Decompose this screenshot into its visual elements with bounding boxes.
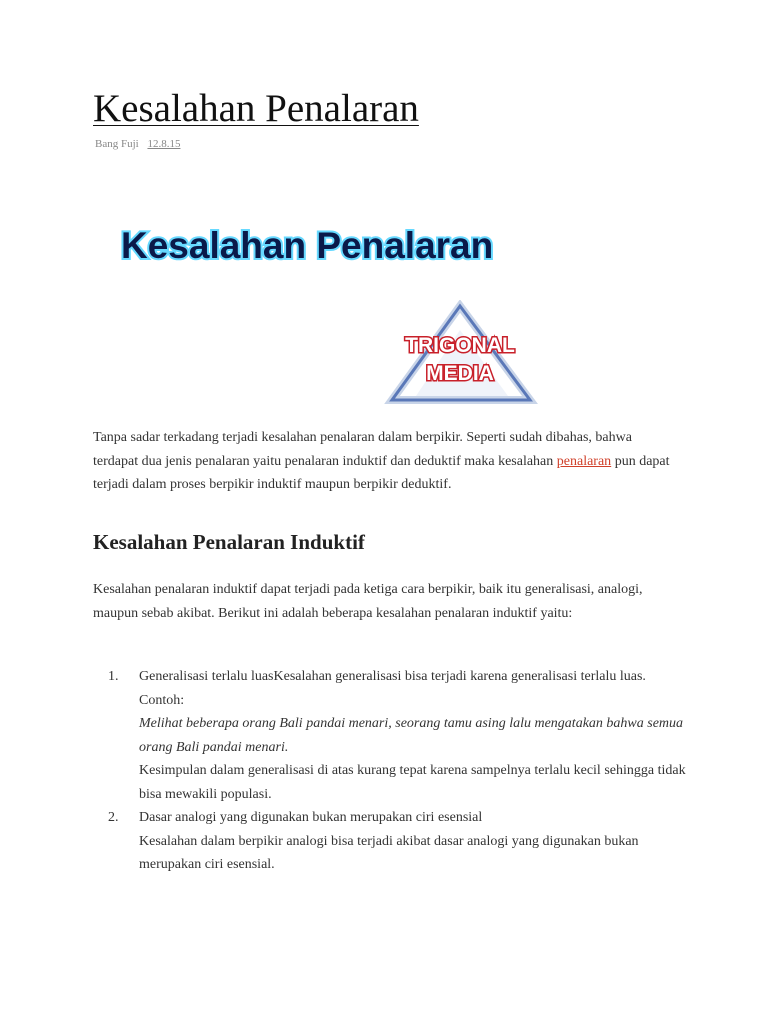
- conclusion-text: Kesimpulan dalam generalisasi di atas kurang tepat karena sampelnya terlalu kecil sehingga tidak bisa mewakili populasi.: [139, 763, 686, 802]
- post-date[interactable]: 12.8.15: [147, 138, 181, 150]
- author-name[interactable]: Bang Fuji: [95, 138, 139, 150]
- list-item-detail: Kesalahan dalam berpikir analogi bisa terjadi akibat dasar analogi yang digunakan bukan merupakan ciri esensial.: [139, 833, 639, 872]
- section-paragraph: Kesalahan penalaran induktif dapat terjadi pada ketiga cara berpikir, baik itu generalisasi, analogi, maupun sebab akibat. Berikut ini adalah beberapa kesalahan penalaran induktif yaitu:: [93, 582, 643, 621]
- error-list: [108, 665, 688, 877]
- list-item: [108, 806, 688, 877]
- intro-paragraph: [93, 426, 673, 497]
- banner-text: Kesalahan Penalaran: [121, 225, 494, 266]
- list-item: [108, 665, 688, 806]
- list-item-text: Dasar analogi yang digunakan bukan merupakan ciri esensial: [139, 810, 483, 825]
- intro-text-start: Tanpa sadar terkadang terjadi kesalahan penalaran dalam berpikir. Seperti sudah dibahas, bahwa terdapat dua jenis penalaran yaitu penalaran induktif dan deduktif maka kesalahan: [93, 430, 632, 469]
- list-number: 1.: [108, 669, 119, 684]
- list-item-text: Generalisasi terlalu luasKesalahan generalisasi bisa terjadi karena generalisasi terlalu luas.: [139, 669, 646, 684]
- intro-text-end: pun dapat terjadi dalam proses berpikir induktif maupun berpikir deduktif.: [93, 453, 670, 492]
- penalaran-link[interactable]: penalaran: [556, 453, 612, 469]
- example-text: Melihat beberapa orang Bali pandai menari, seorang tamu asing lalu mengatakan bahwa semua orang Bali pandai menari.: [139, 716, 684, 755]
- logo-line1: TRIGONAL: [405, 334, 515, 357]
- list-number: 2.: [108, 810, 119, 825]
- page-title[interactable]: Kesalahan Penalaran: [93, 87, 419, 130]
- trigonal-media-logo: [380, 300, 540, 408]
- section-heading: Kesalahan Penalaran Induktif: [93, 530, 365, 554]
- example-label: Contoh:: [139, 692, 185, 708]
- logo-line2: MEDIA: [426, 362, 494, 385]
- banner-image: [92, 208, 532, 278]
- post-byline: [95, 138, 180, 150]
